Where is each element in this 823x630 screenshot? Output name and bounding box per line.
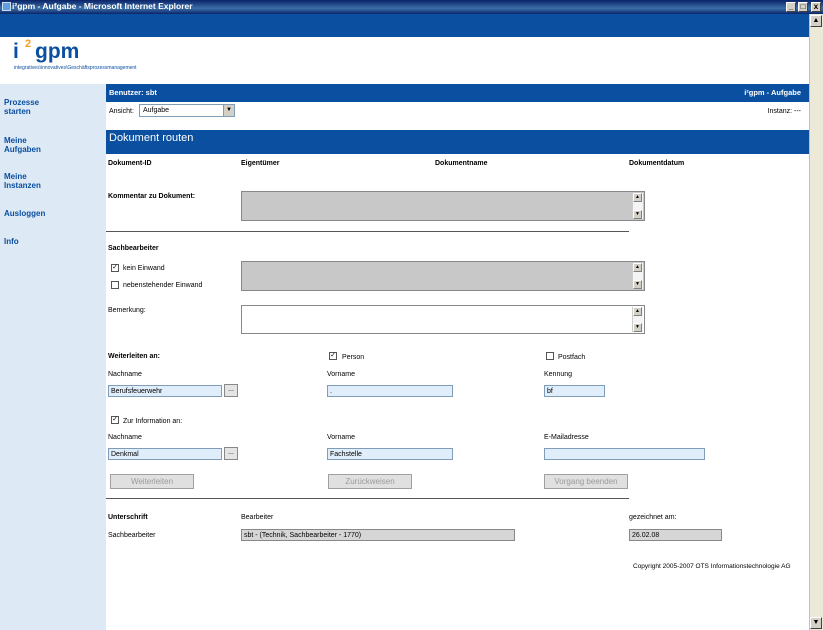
- scroll-up-icon[interactable]: ▲: [633, 193, 642, 202]
- scroll-down-icon[interactable]: ▼: [633, 280, 642, 289]
- einwand-scrollbar[interactable]: [632, 263, 643, 289]
- col-eigentuemer: Eigentümer: [241, 160, 280, 167]
- close-button[interactable]: x: [811, 2, 821, 12]
- logo-area: [0, 37, 809, 84]
- forward-kennung-label: Kennung: [544, 371, 573, 378]
- kein-einwand-label: kein Einwand: [123, 265, 165, 272]
- bemerkung-label: Bemerkung:: [108, 307, 146, 314]
- sidebar-item-ausloggen[interactable]: Ausloggen: [4, 209, 46, 218]
- comment-textarea[interactable]: [241, 191, 645, 221]
- info-nachname-input[interactable]: Denkmal: [108, 448, 222, 460]
- info-email-input[interactable]: [544, 448, 705, 460]
- forward-button[interactable]: Weiterleiten: [110, 474, 194, 489]
- minimize-button[interactable]: _: [786, 2, 796, 12]
- forward-kennung-input[interactable]: bf: [544, 385, 605, 397]
- app-context: i²gpm - Aufgabe: [744, 88, 801, 97]
- info-nachname-label: Nachname: [108, 434, 142, 441]
- chevron-down-icon[interactable]: ▼: [223, 105, 234, 116]
- person-label: Person: [342, 354, 365, 361]
- section-title-text: Dokument routen: [109, 132, 194, 144]
- page-scrollbar[interactable]: [809, 14, 823, 630]
- forward-heading: Weiterleiten an:: [108, 353, 160, 360]
- user-bar: [106, 84, 809, 102]
- sidebar-item-prozesse-starten[interactable]: Prozesse starten: [4, 98, 40, 116]
- scroll-up-icon[interactable]: ▲: [810, 15, 822, 27]
- restore-button[interactable]: □: [798, 2, 808, 12]
- ie-app-icon[interactable]: [2, 2, 11, 11]
- finish-button[interactable]: Vorgang beenden: [544, 474, 628, 489]
- view-label: Ansicht:: [109, 108, 134, 115]
- sidebar-item-info[interactable]: Info: [4, 237, 19, 246]
- scroll-down-icon[interactable]: ▼: [633, 323, 642, 332]
- info-email-label: E-Mailadresse: [544, 434, 589, 441]
- header-strip: [0, 14, 809, 37]
- view-select-value: Aufgabe: [143, 107, 170, 114]
- signature-heading: Unterschrift: [108, 514, 148, 521]
- bemerkung-textarea[interactable]: [241, 305, 645, 334]
- person-checkbox[interactable]: ✓: [330, 352, 336, 359]
- comment-scrollbar[interactable]: [632, 193, 643, 219]
- instance-info: Instanz: ---: [767, 108, 801, 115]
- window-title: i²gpm - Aufgabe - Microsoft Internet Explorer: [12, 1, 193, 11]
- sidebar: [0, 84, 106, 630]
- forward-nachname-input[interactable]: Berufsfeuerwehr: [108, 385, 222, 397]
- logo-tagline: integratives\innovatives\Geschäftsprozessmanagement: [14, 65, 137, 71]
- section-title: [106, 130, 809, 154]
- signed-date-field: 26.02.08: [629, 529, 722, 541]
- logo-superscript: 2: [25, 38, 32, 50]
- forward-vorname-input[interactable]: .: [327, 385, 453, 397]
- signed-label: gezeichnet am:: [629, 514, 677, 521]
- divider: [106, 498, 629, 499]
- view-select[interactable]: [139, 104, 235, 117]
- scroll-up-icon[interactable]: ▲: [633, 307, 642, 316]
- reject-button[interactable]: Zurückweisen: [328, 474, 412, 489]
- col-dokumentname: Dokumentname: [435, 160, 488, 167]
- logo-gpm: gpm: [35, 40, 80, 63]
- kein-einwand-checkbox[interactable]: ✓: [112, 264, 118, 271]
- sidebar-item-meine-instanzen[interactable]: Meine Instanzen: [4, 172, 41, 190]
- signature-role: Sachbearbeiter: [108, 532, 156, 539]
- einwand-checkbox[interactable]: [111, 281, 119, 289]
- postfach-label: Postfach: [558, 354, 586, 361]
- comment-label: Kommentar zu Dokument:: [108, 193, 196, 200]
- logo-i: i: [13, 40, 18, 63]
- col-dokument-id: Dokument-ID: [108, 160, 152, 167]
- view-bar: [106, 102, 809, 120]
- current-user: Benutzer: sbt: [109, 88, 157, 97]
- forward-vorname-label: Vorname: [327, 371, 356, 378]
- divider: [106, 231, 629, 232]
- sachbearbeiter-heading: Sachbearbeiter: [108, 245, 159, 252]
- info-label: Zur Information an:: [123, 418, 183, 425]
- info-vorname-label: Vorname: [327, 434, 356, 441]
- einwand-label: nebenstehender Einwand: [123, 282, 203, 289]
- forward-lookup-button[interactable]: ...: [224, 384, 238, 397]
- forward-nachname-label: Nachname: [108, 371, 142, 378]
- info-checkbox[interactable]: ✓: [112, 416, 118, 423]
- scroll-down-icon[interactable]: ▼: [633, 210, 642, 219]
- postfach-checkbox[interactable]: [546, 352, 554, 360]
- scroll-down-icon[interactable]: ▼: [810, 617, 822, 629]
- editor-field: sbt - (Technik, Sachbearbeiter - 1770): [241, 529, 515, 541]
- copyright: Copyright 2005-2007 OTS Informationstechnologie AG: [633, 563, 791, 570]
- einwand-textarea[interactable]: [241, 261, 645, 291]
- bemerkung-scrollbar[interactable]: [632, 307, 643, 332]
- info-lookup-button[interactable]: ...: [224, 447, 238, 460]
- editor-label: Bearbeiter: [241, 514, 274, 521]
- col-dokumentdatum: Dokumentdatum: [629, 160, 685, 167]
- info-vorname-input[interactable]: Fachstelle: [327, 448, 453, 460]
- sidebar-item-meine-aufgaben[interactable]: Meine Aufgaben: [4, 136, 41, 154]
- scroll-up-icon[interactable]: ▲: [633, 263, 642, 272]
